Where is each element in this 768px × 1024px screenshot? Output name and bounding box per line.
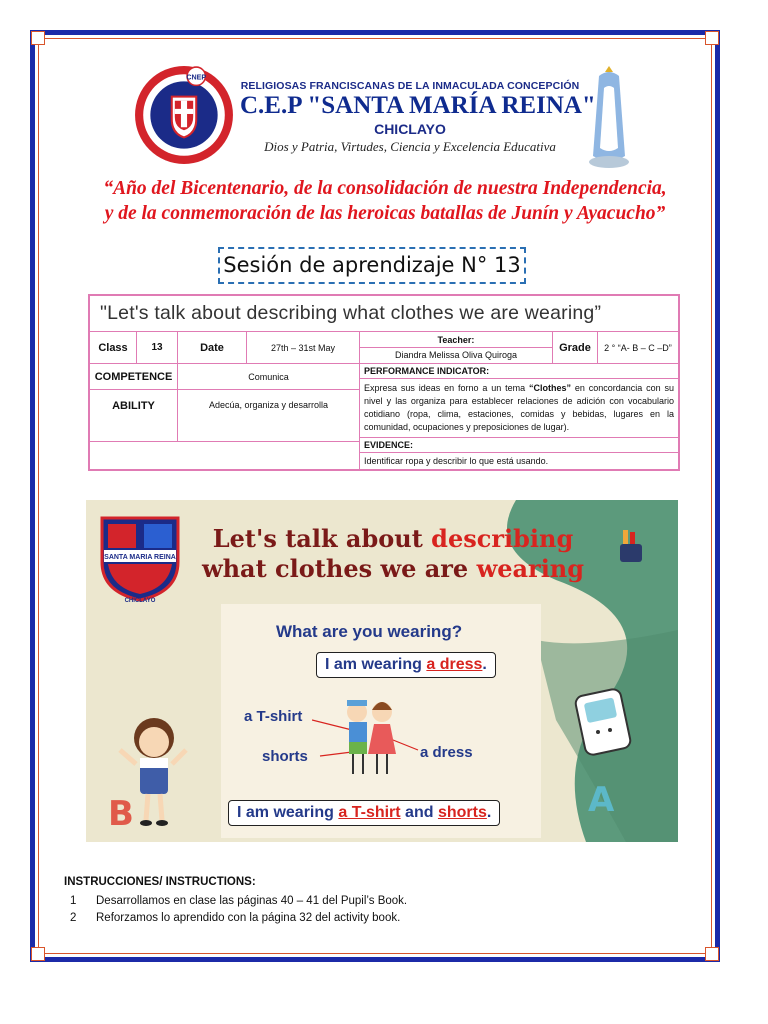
evidence-value: Identificar ropa y describir lo que está usando. bbox=[364, 456, 549, 466]
congregation-name: RELIGIOSAS FRANCISCANAS DE LA INMACULADA CONCEPCIÓN bbox=[240, 80, 580, 92]
calculator-character-icon bbox=[574, 686, 636, 760]
decor-letter-a: A bbox=[588, 780, 615, 820]
school-city: CHICLAYO bbox=[374, 121, 446, 137]
grade-value: 2 ° “A- B – C –D” bbox=[597, 332, 679, 364]
school-motto: Dios y Patria, Virtudes, Ciencia y Excelencia Educativa bbox=[264, 139, 556, 154]
border-corner bbox=[31, 31, 45, 45]
border-corner bbox=[705, 947, 719, 961]
lesson-banner-image bbox=[86, 500, 678, 842]
class-value: 13 bbox=[137, 332, 178, 364]
pencil-cup-icon bbox=[618, 528, 644, 564]
ability-value: Adecúa, organiza y desarrolla bbox=[178, 390, 360, 442]
question-text: What are you wearing? bbox=[276, 622, 463, 641]
empty-cell bbox=[89, 442, 360, 470]
grade-label: Grade bbox=[552, 332, 597, 364]
banner-title-line2: what clothes we are wearing bbox=[201, 554, 585, 583]
teacher-value: Diandra Melissa Oliva Quiroga bbox=[394, 350, 518, 360]
border-corner bbox=[705, 31, 719, 45]
year-title-line1: “Año del Bicentenario, de la consolidación de nuestra Independencia, bbox=[103, 178, 667, 199]
table-title: "Let's talk about describing what clothes we are wearing” bbox=[89, 295, 679, 332]
banner-title-line1: Let's talk about describing bbox=[212, 524, 574, 553]
evidence-label: EVIDENCE: bbox=[360, 438, 678, 453]
school-name: C.E.P "SANTA MARÍA REINA" bbox=[240, 92, 596, 119]
crest-text: SANTA MARIA REINA bbox=[104, 554, 176, 561]
kids-illustration bbox=[312, 690, 420, 782]
virgin-mary-statue-image bbox=[583, 62, 635, 172]
instructions-list bbox=[70, 893, 407, 927]
label-shorts: shorts bbox=[262, 748, 308, 765]
banner-title bbox=[198, 524, 588, 584]
instructions-title: INSTRUCCIONES/ INSTRUCTIONS: bbox=[64, 876, 256, 888]
session-title: Sesión de aprendizaje N° 13 bbox=[218, 247, 526, 284]
year-title-line2: y de la conmemoración de las heroicas batallas de Junín y Ayacucho” bbox=[104, 203, 666, 224]
year-title bbox=[60, 176, 710, 226]
decor-letter-b: B bbox=[108, 794, 134, 834]
label-tshirt: a T-shirt bbox=[244, 708, 303, 725]
label-dress: a dress bbox=[420, 744, 473, 761]
teacher-cell bbox=[360, 332, 553, 364]
date-value: 27th – 31st May bbox=[247, 332, 360, 364]
seal-cnep-text: CNEP bbox=[186, 73, 207, 82]
border-corner bbox=[31, 947, 45, 961]
teacher-label: Teacher: bbox=[360, 333, 552, 348]
competence-label: COMPETENCE bbox=[89, 364, 178, 390]
school-header bbox=[240, 80, 596, 155]
performance-label: PERFORMANCE INDICATOR: bbox=[360, 364, 678, 379]
date-label: Date bbox=[178, 332, 247, 364]
speech-bubble-dress: I am wearing a dress. bbox=[316, 652, 496, 678]
performance-text: Expresa sus ideas en forno a un tema “Clothes” en concordancia con su nivel y las organiza para establecer relaciones de adición con vocabulario cotidiano (ropa, clima, estaciones, comidas y bebidas, lugares en la comunidad, ocupaciones y preposiciones de lugar). bbox=[360, 379, 678, 438]
ability-label: ABILITY bbox=[89, 390, 178, 442]
class-label: Class bbox=[89, 332, 137, 364]
crest-sub-text: CHICLAYO bbox=[124, 598, 156, 604]
school-seal-logo bbox=[133, 64, 235, 166]
performance-cell bbox=[360, 364, 680, 471]
instruction-item: 1 Desarrollamos en clase las páginas 40 – 41 del Pupil’s Book. bbox=[70, 895, 408, 907]
school-crest-icon bbox=[94, 508, 186, 604]
instruction-item: 2 Reforzamos lo aprendido con la página 32 del activity book. bbox=[70, 912, 401, 924]
competence-value: Comunica bbox=[178, 364, 360, 390]
session-info-table bbox=[88, 294, 680, 471]
speech-bubble-tshirt-shorts: I am wearing a T-shirt and shorts. bbox=[228, 800, 500, 826]
